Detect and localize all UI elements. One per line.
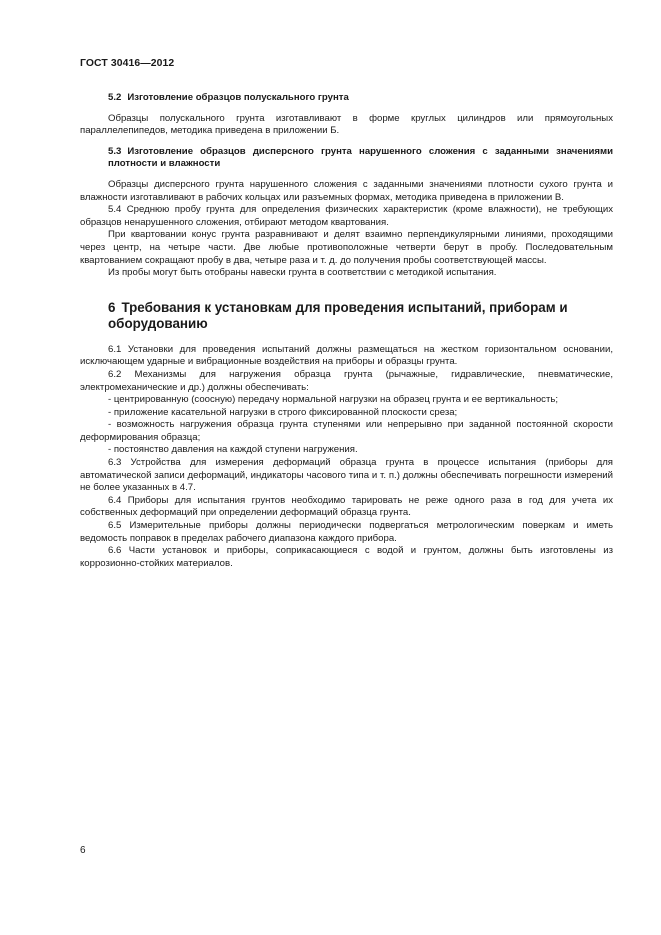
paragraph-5-3: Образцы дисперсного грунта нарушенного сложения с заданными значениями плотности сухого грунта и влажности изготавливают в рабочих кольцах или разъемных формах, методика приведена в приложении В. <box>80 178 613 203</box>
paragraph-6-2: 6.2 Механизмы для нагружения образца грунта (рычажные, гидравлические, пневматические, электромеханические и др.) должны обеспечивать: <box>80 368 613 393</box>
section-heading-6 <box>80 300 613 332</box>
page-number: 6 <box>80 845 86 856</box>
list-item: - постоянство давления на каждой ступени нагружения. <box>108 444 358 456</box>
paragraph-5-4: 5.4 Среднюю пробу грунта для определения физических характеристик (кроме влажности), не требующих образцов ненарушенного сложения, отбирают методом квартования. <box>80 204 613 228</box>
subsection-title: Изготовление образцов дисперсного грунта нарушенного сложения с заданными значениями плотности и влажности <box>108 145 613 170</box>
paragraph-6-4: 6.4 Приборы для испытания грунтов необходимо тарировать не реже одного раза в год для учета их собственных деформаций при определении деформаций образца грунта. <box>80 494 613 519</box>
subsection-number: 5.2 <box>108 92 122 103</box>
subsection-heading-5-2 <box>80 92 613 105</box>
paragraph-6-3: 6.3 Устройства для измерения деформаций образца грунта в процессе испытания (приборы для автоматической записи деформаций, индикаторы часового типа и т. п.) должны обеспечивать погрешности измерений не более указанных в 4.7. <box>80 457 613 494</box>
subsection-title: Изготовление образцов полускального грунта <box>127 92 349 103</box>
list-item: - возможность нагружения образца грунта ступенями или непрерывно при заданной постоянной скорости деформирования образца; <box>80 419 613 443</box>
paragraph-6-6: 6.6 Части установок и приборы, соприкасающиеся с водой и грунтом, должны быть изготовлены из коррозионно-стойких материалов. <box>80 545 613 569</box>
document-header: ГОСТ 30416—2012 <box>80 58 175 69</box>
paragraph-6-1: 6.1 Установки для проведения испытаний должны размещаться на жестком горизонтальном основании, исключающем ударные и вибрационные воздействия на приборы и образцы грунта. <box>80 343 613 368</box>
subsection-number: 5.3 <box>108 145 122 157</box>
section-title: Требования к установкам для проведения испытаний, приборам и оборудованию <box>108 299 568 331</box>
document-body <box>80 92 613 570</box>
section-number: 6 <box>108 299 116 315</box>
list-item: - приложение касательной нагрузки в строго фиксированной плоскости среза; <box>108 406 458 418</box>
paragraph-6-5: 6.5 Измерительные приборы должны периодически подвергаться метрологическим поверкам и иметь ведомость поправок в пределах рабочего диапазона каждого прибора. <box>80 520 613 544</box>
list-item: - центрированную (соосную) передачу нормальной нагрузки на образец грунта и ее вертикальность; <box>108 394 559 406</box>
paragraph-quartering: При квартовании конус грунта разравнивают и делят взаимно перпендикулярными линиями, проходящими через центр, на четыре части. Две любые противоположные четверти берут в пробу. Последовательным квартованием сокращают пробу в два, четыре раза и т. д. до получения пробы соответствующей массы. <box>80 229 613 266</box>
paragraph-5-2: Образцы полускального грунта изготавливают в форме круглых цилиндров или прямоугольных параллелепипедов, методика приведена в приложении Б. <box>80 112 613 137</box>
subsection-heading-5-3 <box>80 146 613 171</box>
paragraph-sample-weights: Из пробы могут быть отобраны навески грунта в соответствии с методикой испытания. <box>108 267 497 279</box>
